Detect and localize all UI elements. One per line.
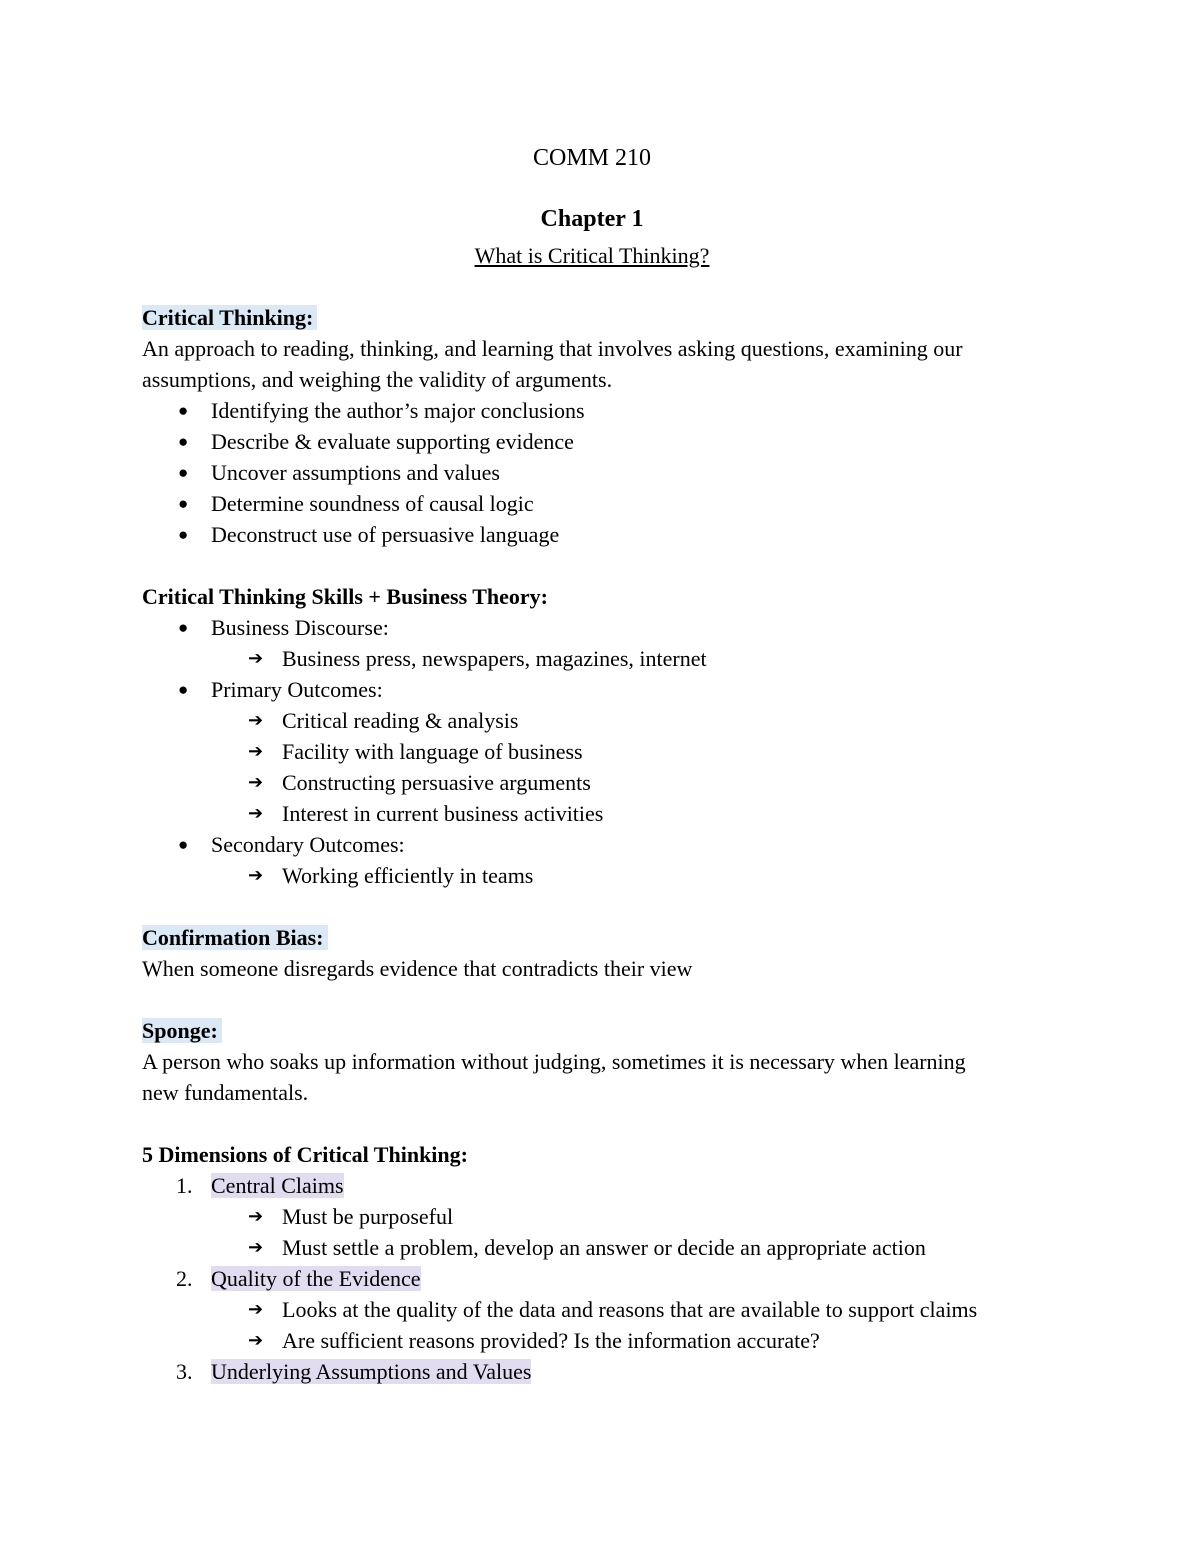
bullet-item [142,612,1042,643]
arrow-item [142,767,1042,798]
arrow-icon: ➔ [248,1330,264,1350]
arrow-icon: ➔ [248,741,264,761]
arrow-text: Must settle a problem, develop an answer or decide an appropriate action [282,1235,926,1260]
arrow-text: Critical reading & analysis [282,708,519,733]
term-heading-confirmation-bias [142,922,1042,953]
bullet-item [142,426,1042,457]
spacer [142,984,1042,1015]
bullet-text: Identifying the author’s major conclusions [211,398,585,423]
bullet-item [142,519,1042,550]
skills-heading: Critical Thinking Skills + Business Theory: [142,584,549,609]
definition-line: assumptions, and weighing the validity of arguments. [142,367,613,392]
bullet-text: Business Discourse: [211,615,389,640]
definition-line: A person who soaks up information without judging, sometimes it is necessary when learning [142,1049,966,1074]
numbered-item [142,1263,1042,1294]
arrow-item [142,1232,1042,1263]
item-number: 3. [176,1359,193,1384]
term-sponge: Sponge: [142,1018,222,1043]
arrow-text: Must be purposeful [282,1204,454,1229]
bullet-item [142,395,1042,426]
bullet-text: Describe & evaluate supporting evidence [211,429,574,454]
arrow-icon: ➔ [248,772,264,792]
bullet-icon: ● [178,680,189,699]
arrow-item [142,1201,1042,1232]
arrow-icon: ➔ [248,865,264,885]
bullet-item [142,829,1042,860]
bullet-text: Primary Outcomes: [211,677,383,702]
course-title: COMM 210 [532,145,652,171]
numbered-item [142,1356,1042,1387]
arrow-icon: ➔ [248,1299,264,1319]
arrow-icon: ➔ [248,1206,264,1226]
critical-thinking-bullets [142,395,1042,550]
arrow-text: Interest in current business activities [282,801,604,826]
chapter-title: Chapter 1 [540,206,644,232]
bullet-icon: ● [178,494,189,513]
arrow-text: Are sufficient reasons provided? Is the information accurate? [282,1328,820,1353]
term-heading-critical-thinking [142,302,1042,333]
bullet-text: Uncover assumptions and values [211,460,500,485]
bullet-icon: ● [178,401,189,420]
bullet-text: Deconstruct use of persuasive language [211,522,560,547]
arrow-item [142,1294,1042,1325]
bullet-icon: ● [178,618,189,637]
arrow-icon: ➔ [248,648,264,668]
arrow-icon: ➔ [248,803,264,823]
bullet-item [142,488,1042,519]
definition-line: When someone disregards evidence that contradicts their view [142,956,693,981]
dimension-label: Underlying Assumptions and Values [211,1359,532,1384]
arrow-item [142,798,1042,829]
numbered-item [142,1170,1042,1201]
bullet-icon: ● [178,525,189,544]
arrow-item [142,736,1042,767]
bullet-icon: ● [178,463,189,482]
arrow-icon: ➔ [248,1237,264,1257]
chapter-subtitle [142,240,1042,271]
arrow-item [142,1325,1042,1356]
term-confirmation-bias: Confirmation Bias: [142,925,328,950]
definition-line: An approach to reading, thinking, and learning that involves asking questions, examining our [142,336,963,361]
arrow-text: Constructing persuasive arguments [282,770,591,795]
dimension-label: Central Claims [211,1173,344,1198]
item-number: 1. [176,1173,193,1198]
spacer [142,891,1042,922]
definition-line: new fundamentals. [142,1080,309,1105]
chapter-subtitle-text: What is Critical Thinking? [474,243,710,268]
bullet-item [142,457,1042,488]
spacer [142,1108,1042,1139]
arrow-text: Looks at the quality of the data and reasons that are available to support claims [282,1297,978,1322]
arrow-item [142,643,1042,674]
arrow-item [142,705,1042,736]
arrow-item [142,860,1042,891]
arrow-text: Business press, newspapers, magazines, internet [282,646,707,671]
dimensions-heading: 5 Dimensions of Critical Thinking: [142,1142,468,1167]
dimension-label: Quality of the Evidence [211,1266,421,1291]
item-number: 2. [176,1266,193,1291]
document-body [142,143,1042,1387]
term-critical-thinking: Critical Thinking: [142,305,317,330]
spacer [142,550,1042,581]
bullet-item [142,674,1042,705]
bullet-icon: ● [178,835,189,854]
arrow-text: Facility with language of business [282,739,583,764]
bullet-text: Determine soundness of causal logic [211,491,534,516]
bullet-text: Secondary Outcomes: [211,832,405,857]
arrow-text: Working efficiently in teams [282,863,534,888]
spacer [142,271,1042,302]
bullet-icon: ● [178,432,189,451]
term-heading-sponge [142,1015,1042,1046]
arrow-icon: ➔ [248,710,264,730]
